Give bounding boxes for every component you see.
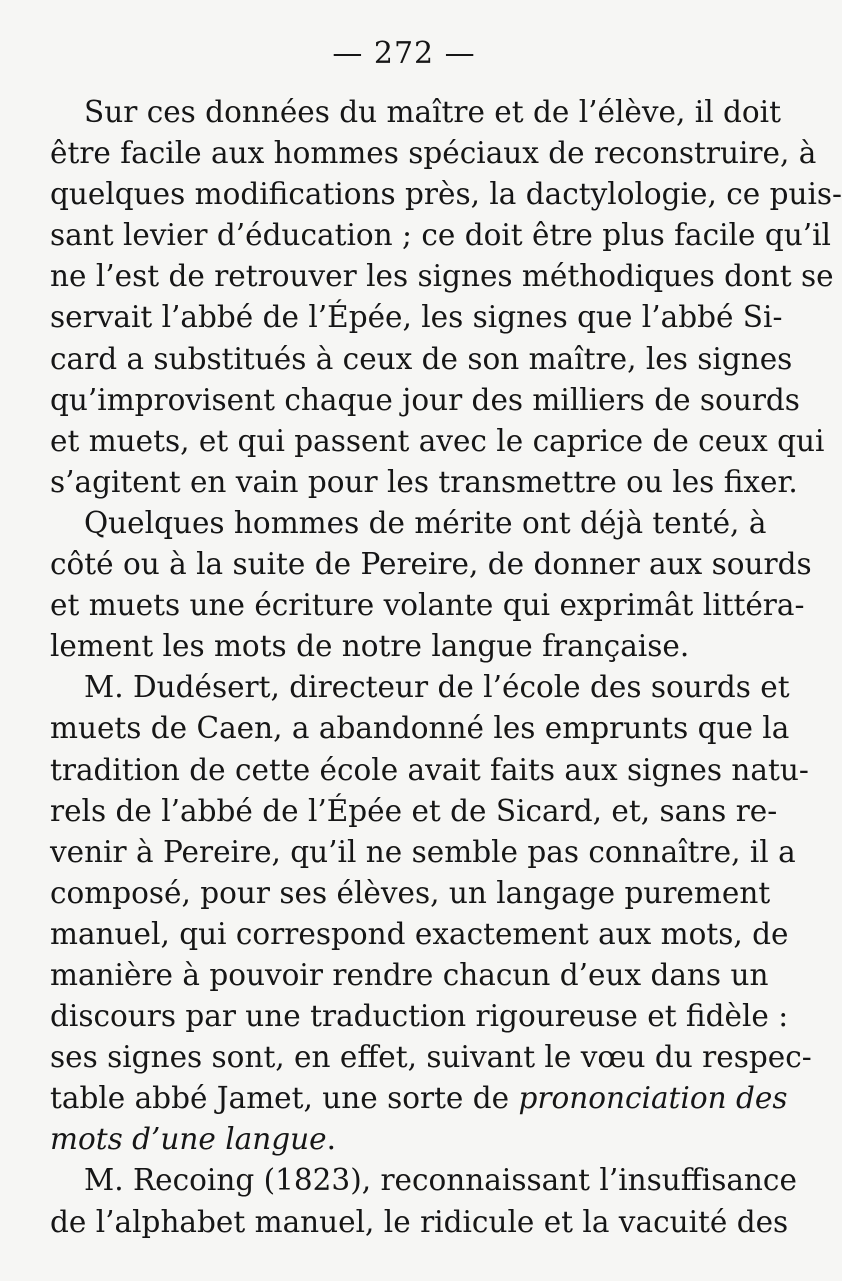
text-line — [50, 750, 809, 791]
line-text: Sur ces données du maître et de l’élève, il doit — [84, 95, 781, 129]
page-number: — 272 — — [332, 36, 476, 71]
text-line — [50, 585, 805, 626]
text-line — [50, 339, 793, 380]
line-text: sant levier d’éducation ; ce doit être plus facile qu’il — [50, 218, 831, 253]
text-line — [50, 215, 831, 256]
line-text: s’agitent en vain pour les transmettre ou les fixer. — [50, 464, 798, 499]
line-tail: . — [326, 1122, 336, 1157]
text-line — [50, 133, 817, 174]
text-line — [50, 832, 796, 873]
text-line — [50, 873, 771, 914]
italic-text: prononciation des — [518, 1081, 788, 1116]
text-line — [50, 791, 778, 832]
line-text: Quelques hommes de mérite ont déjà tenté, à — [84, 505, 767, 540]
text-line — [50, 1119, 754, 1160]
line-text: manière à pouvoir rendre chacun d’eux dans un — [50, 957, 769, 992]
line-text: tradition de cette école avait faits aux signes natu- — [50, 752, 809, 787]
text-line — [50, 914, 789, 955]
line-text: et muets, et qui passent avec le caprice de ceux qui — [50, 423, 825, 458]
line-text: M. Dudésert, directeur de l’école des sourds et — [84, 670, 790, 705]
line-text: composé, pour ses élèves, un langage purement — [50, 875, 771, 910]
text-line — [50, 544, 812, 585]
text-line — [50, 667, 790, 708]
line-text: servait l’abbé de l’Épée, les signes que l’abbé Si- — [50, 300, 783, 335]
line-text: ses signes sont, en effet, suivant le vœu du respec- — [50, 1040, 812, 1075]
text-line — [50, 421, 825, 462]
line-text: manuel, qui correspond exactement aux mots, de — [50, 916, 789, 951]
line-text: card a substitués à ceux de son maître, les signes — [50, 341, 793, 376]
line-text: qu’improvisent chaque jour des milliers de sourds — [50, 382, 800, 417]
line-text: quelques modifications près, la dactylologie, ce puis- — [50, 177, 842, 212]
text-line — [50, 1037, 812, 1078]
text-line — [50, 503, 767, 544]
text-body — [50, 92, 842, 1243]
line-text: discours par une traduction rigoureuse et fidèle : — [50, 999, 789, 1034]
line-text: de l’alphabet manuel, le ridicule et la vacuité des — [50, 1204, 789, 1239]
line-text: venir à Pereire, qu’il ne semble pas connaître, il a — [50, 834, 796, 869]
line-text: M. Recoing (1823), reconnaissant l’insuffisance — [84, 1163, 797, 1198]
text-line — [50, 626, 754, 667]
line-text: ne l’est de retrouver les signes méthodiques dont se — [50, 259, 834, 294]
text-line — [50, 708, 790, 749]
text-line — [50, 996, 789, 1037]
text-line — [50, 174, 842, 215]
text-line — [50, 1078, 788, 1119]
text-line — [50, 297, 783, 338]
line-text: rels de l’abbé de l’Épée et de Sicard, et, sans re- — [50, 793, 778, 828]
line-text: table abbé Jamet, une sorte de — [50, 1081, 510, 1116]
text-line — [50, 955, 769, 996]
line-text: et muets une écriture volante qui exprimât littéra- — [50, 588, 805, 623]
line-text: être facile aux hommes spéciaux de reconstruire, à — [50, 136, 817, 171]
text-line — [50, 462, 798, 503]
line-text: muets de Caen, a abandonné les emprunts que la — [50, 711, 790, 746]
text-line — [50, 92, 781, 133]
text-line — [50, 1160, 797, 1201]
text-line — [50, 1202, 789, 1243]
line-text: lement les mots de notre langue française. — [50, 629, 690, 664]
text-line — [50, 256, 834, 297]
text-line — [50, 380, 800, 421]
line-text: côté ou à la suite de Pereire, de donner aux sourds — [50, 547, 812, 582]
italic-text: mots d’une langue — [50, 1122, 327, 1157]
